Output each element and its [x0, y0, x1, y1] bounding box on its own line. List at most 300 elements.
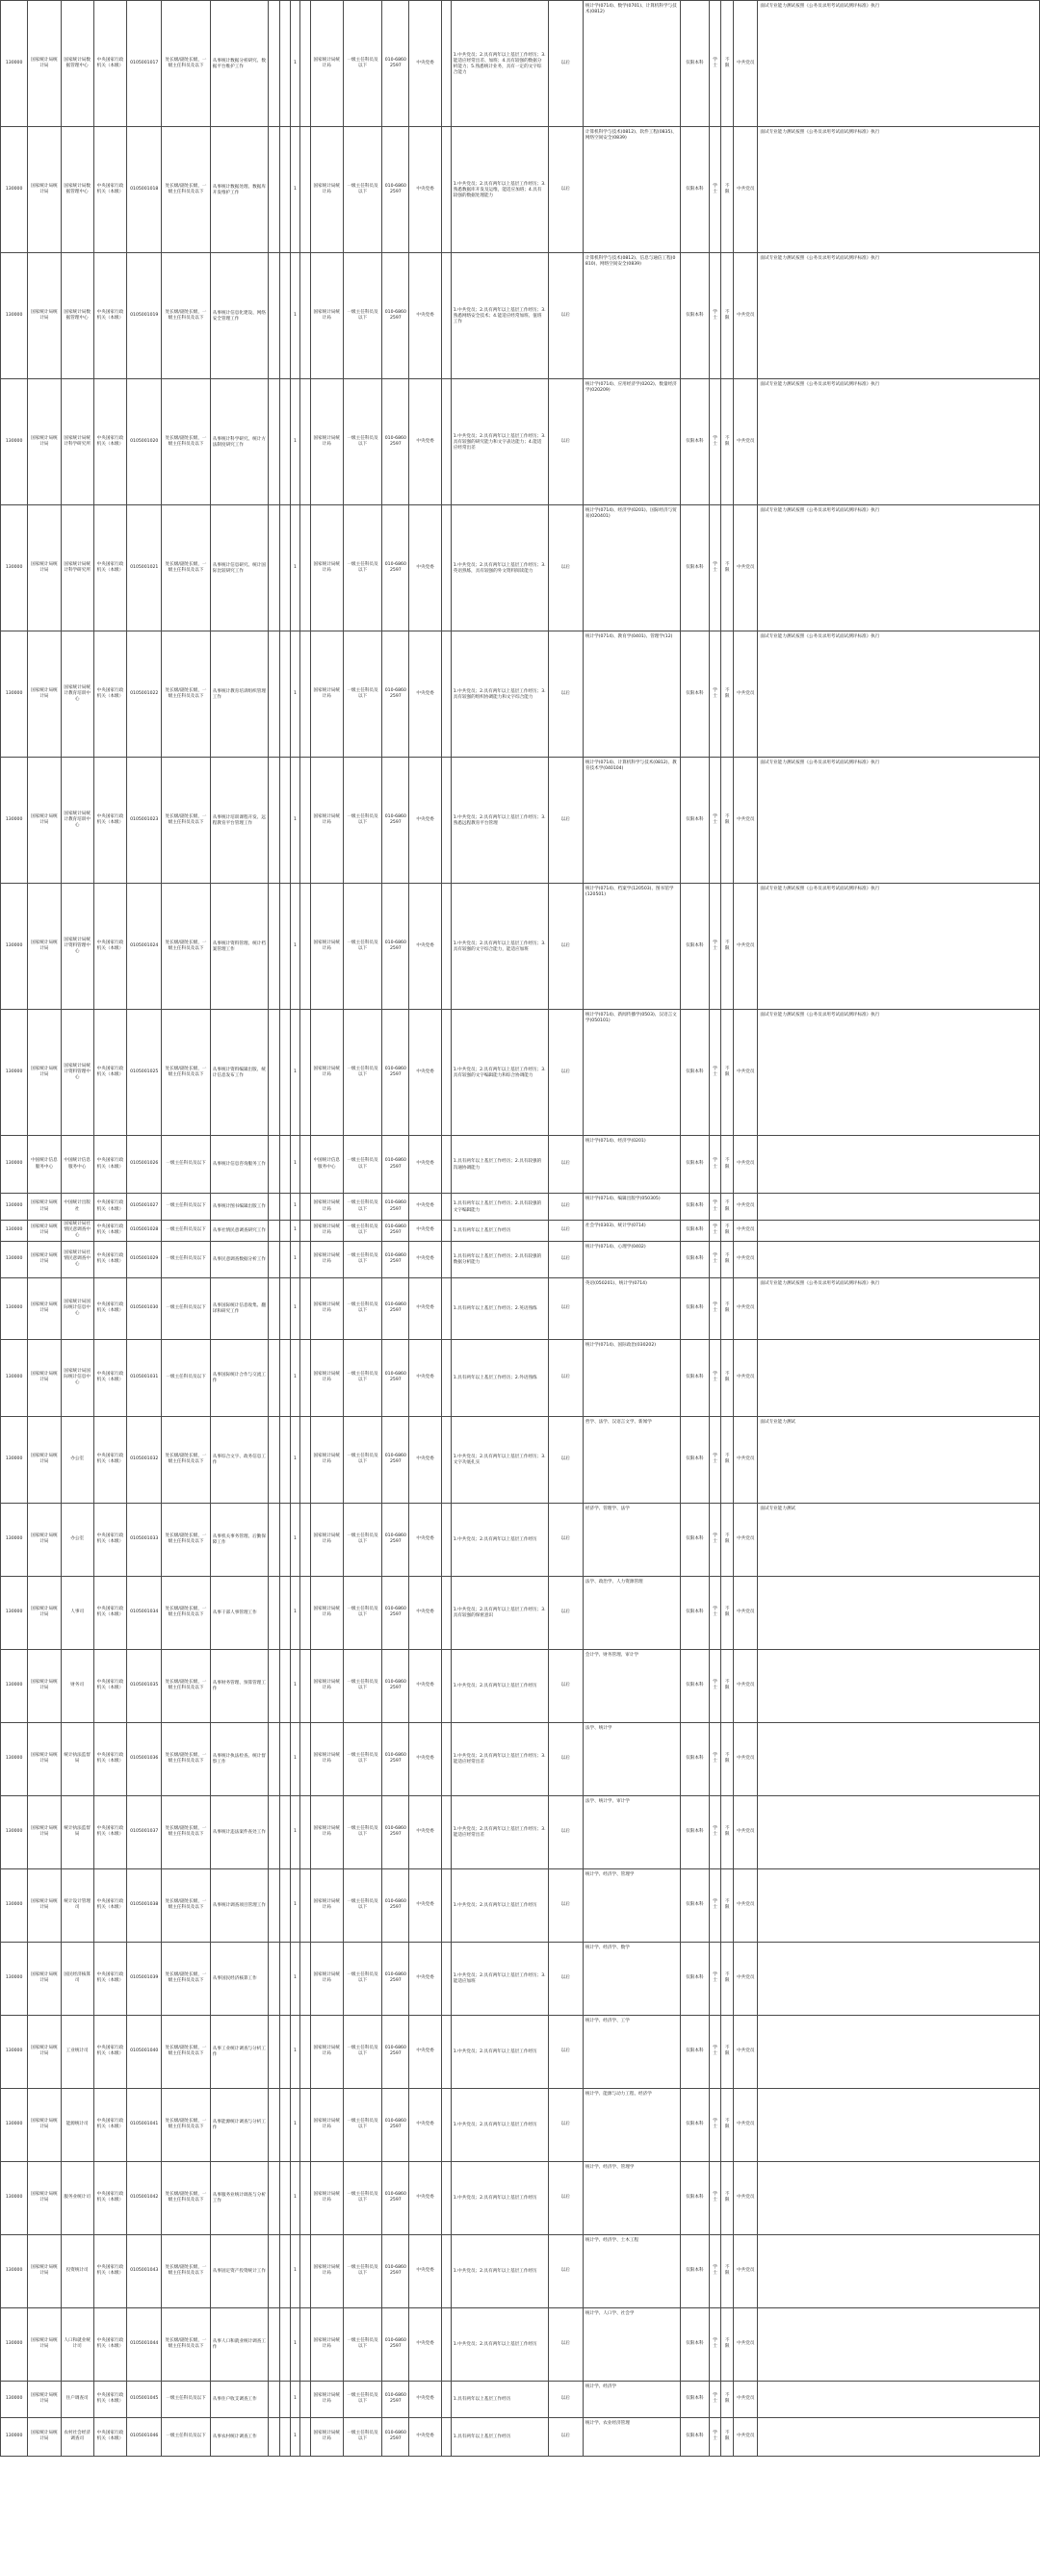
cell-position-name: 处长级/副处长级，一级主任科员及以下: [162, 1576, 210, 1649]
cell-degree: 学士: [709, 1503, 720, 1576]
cell-requirements: 1.中共党员；2.具有两年以上基层工作经历；3.能适应经常出差: [451, 1795, 548, 1868]
cell-tel: 010-68602597: [382, 1194, 409, 1221]
cell-degree: 学士: [709, 2381, 720, 2417]
cell-direction: 以后: [548, 1136, 583, 1194]
cell-major: 统计学(0714)、教育学(0401)、管理学(12): [583, 631, 680, 758]
cell-org: 国家统计局统计局: [28, 1576, 61, 1649]
cell-blank-b: [280, 1221, 291, 1242]
cell-degree: 学士: [709, 2417, 720, 2456]
cell-org-repeat: 国家统计局统计局: [310, 1649, 343, 1722]
cell-code: 130000: [1, 2015, 28, 2088]
cell-notes: 面试专业能力测试按照《公务员录用考试面试测评标准》执行: [758, 505, 1040, 631]
cell-requirements: 1.中共党员；2.具有两年以上基层工作经历: [451, 1868, 548, 1942]
cell-blank-c: [299, 253, 310, 379]
cell-level: 一级主任科员及以下: [343, 1722, 381, 1795]
cell-exam: 中央党委: [409, 1503, 441, 1576]
cell-major: 会计学、财务管理、审计学: [583, 1649, 680, 1722]
cell-blank-a: [269, 127, 280, 253]
cell-exam: 中央党委: [409, 1722, 441, 1795]
cell-politics: 不限: [721, 2307, 734, 2381]
cell-org-repeat: 国家统计局统计局: [310, 1277, 343, 1339]
cell-requirements: 1.具有两年以上基层工作经历；2.具有较强的沟通协调能力: [451, 1136, 548, 1194]
cell-duty: 从事统计培训课程开发、远程教育平台管理工作: [210, 758, 269, 884]
cell-major: 统计学(0714)、计算机科学与技术(0812)、教育技术学(040104): [583, 758, 680, 884]
cell-duty: 从事固定资产投资统计工作: [210, 2234, 269, 2307]
cell-requirements: 1.中共党员；2.具有两年以上基层工作经历；3.能适应经常出差: [451, 1722, 548, 1795]
cell-requirements: 1.具有两年以上基层工作经历；2.具有较强的数据分析能力: [451, 1241, 548, 1277]
cell-exam: 中央党委: [409, 1, 441, 127]
cell-direction: 以后: [548, 505, 583, 631]
cell-requirements: 1.中共党员；2.具有两年以上基层工作经历；3.熟悉远程教育平台管理: [451, 758, 548, 884]
cell-politics: 不限: [721, 505, 734, 631]
cell-org-repeat: 国家统计局统计局: [310, 1416, 343, 1503]
table-row: [1, 1722, 1040, 1795]
cell-org: 国家统计局统计局: [28, 127, 61, 253]
cell-exam: 中央党委: [409, 1868, 441, 1942]
cell-tel: 010-68602597: [382, 2381, 409, 2417]
cell-notes: 面试专业能力测试按照《公务员录用考试面试测评标准》执行: [758, 1, 1040, 127]
cell-education: 仅限本科: [680, 1, 709, 127]
cell-code: 130000: [1, 1795, 28, 1868]
cell-org: 国家统计局统计局: [28, 1722, 61, 1795]
cell-notes: 面试专业能力测试: [758, 1416, 1040, 1503]
cell-blank-c: [299, 1136, 310, 1194]
cell-base: 中共党员: [734, 379, 758, 505]
cell-major: 统计学、人口学、社会学: [583, 2307, 680, 2381]
cell-unit: 人口和就业统计司: [61, 2307, 93, 2381]
cell-code: 130000: [1, 2381, 28, 2417]
cell-direction: 以后: [548, 2381, 583, 2417]
cell-exam: 中央党委: [409, 1795, 441, 1868]
cell-position-code: 0105001028: [127, 1221, 162, 1242]
cell-org: 国家统计局统计局: [28, 1, 61, 127]
cell-requirements: 1.中共党员；2.具有两年以上基层工作经历；3.英语熟练，具有较强的外文资料阅读能力: [451, 505, 548, 631]
cell-org: 国家统计局统计局: [28, 631, 61, 758]
cell-politics: 不限: [721, 1576, 734, 1649]
cell-direction: 以后: [548, 127, 583, 253]
cell-direction: 以后: [548, 1649, 583, 1722]
cell-notes: [758, 1576, 1040, 1649]
cell-position-code: 0105001037: [127, 1795, 162, 1868]
cell-position-code: 0105001046: [127, 2417, 162, 2456]
cell-position-code: 0105001021: [127, 505, 162, 631]
cell-level: 一级主任科员及以下: [343, 2088, 381, 2161]
cell-notes: [758, 1795, 1040, 1868]
cell-nature: 中央国家行政机关（本级）: [93, 1503, 126, 1576]
cell-duty: 从事统计资料管理、统计档案管理工作: [210, 884, 269, 1010]
cell-base: 中共党员: [734, 1339, 758, 1416]
cell-degree: 学士: [709, 2307, 720, 2381]
cell-requirements: 1.中共党员；2.具有两年以上基层工作经历；3.具有较强的组织协调能力和文字综合能力: [451, 631, 548, 758]
cell-blank-c: [299, 1795, 310, 1868]
cell-blank-a: [269, 1503, 280, 1576]
cell-nature: 中央国家行政机关（本级）: [93, 505, 126, 631]
cell-code: 130000: [1, 758, 28, 884]
cell-duty: 从事国际统计合作与交流工作: [210, 1339, 269, 1416]
cell-exam: 中央党委: [409, 1241, 441, 1277]
cell-org-repeat: 国家统计局统计局: [310, 1576, 343, 1649]
cell-blank-b: [280, 1649, 291, 1722]
cell-count: 1: [291, 1576, 299, 1649]
table-row: [1, 631, 1040, 758]
cell-notes: 面试专业能力测试按照《公务员录用考试面试测评标准》执行: [758, 253, 1040, 379]
cell-nature: 中央国家行政机关（本级）: [93, 127, 126, 253]
cell-requirements: 1.中共党员；2.具有两年以上基层工作经历: [451, 2234, 548, 2307]
cell-position-name: 一级主任科员及以下: [162, 1194, 210, 1221]
cell-tel: 010-68602597: [382, 2307, 409, 2381]
cell-org-repeat: 国家统计局统计局: [310, 1241, 343, 1277]
cell-position-code: 0105001025: [127, 1010, 162, 1136]
cell-nature: 中央国家行政机关（本级）: [93, 884, 126, 1010]
cell-base: 中共党员: [734, 1416, 758, 1503]
cell-org-repeat: 国家统计局统计局: [310, 2417, 343, 2456]
cell-blank-a: [269, 1339, 280, 1416]
cell-unit: 财务司: [61, 1649, 93, 1722]
cell-level: 一级主任科员及以下: [343, 884, 381, 1010]
cell-blank-b: [280, 1576, 291, 1649]
cell-politics: 不限: [721, 1416, 734, 1503]
cell-blank-b: [280, 2234, 291, 2307]
cell-code: 130000: [1, 1722, 28, 1795]
cell-requirements: 1.具有两年以上基层工作经历: [451, 1221, 548, 1242]
cell-org: 国家统计局统计局: [28, 2417, 61, 2456]
cell-blank-d: [441, 884, 451, 1010]
cell-level: 一级主任科员及以下: [343, 1241, 381, 1277]
cell-base: 中共党员: [734, 2307, 758, 2381]
cell-blank-b: [280, 1136, 291, 1194]
cell-degree: 学士: [709, 2161, 720, 2234]
cell-notes: [758, 2088, 1040, 2161]
cell-blank-a: [269, 2417, 280, 2456]
cell-position-name: 处长级/副处长级，一级主任科员及以下: [162, 1, 210, 127]
cell-nature: 中央国家行政机关（本级）: [93, 1241, 126, 1277]
cell-blank-d: [441, 1503, 451, 1576]
cell-code: 130000: [1, 2234, 28, 2307]
cell-code: 130000: [1, 1649, 28, 1722]
cell-education: 仅限本科: [680, 2234, 709, 2307]
cell-nature: 中央国家行政机关（本级）: [93, 2234, 126, 2307]
cell-blank-b: [280, 1416, 291, 1503]
cell-direction: 以后: [548, 1416, 583, 1503]
cell-org-repeat: 国家统计局统计局: [310, 1194, 343, 1221]
table-row: [1, 1136, 1040, 1194]
cell-position-code: 0105001017: [127, 1, 162, 127]
cell-position-code: 0105001031: [127, 1339, 162, 1416]
cell-org-repeat: 国家统计局统计局: [310, 1942, 343, 2015]
cell-level: 一级主任科员及以下: [343, 1010, 381, 1136]
cell-blank-b: [280, 1010, 291, 1136]
cell-tel: 010-68602597: [382, 1576, 409, 1649]
cell-unit: 国家统计局数据管理中心: [61, 127, 93, 253]
cell-level: 一级主任科员及以下: [343, 2417, 381, 2456]
cell-blank-d: [441, 1722, 451, 1795]
cell-blank-c: [299, 631, 310, 758]
cell-major: 统计学(0714)、数学(0701)、计算机科学与技术(0812): [583, 1, 680, 127]
cell-blank-c: [299, 1722, 310, 1795]
cell-org-repeat: 国家统计局统计局: [310, 127, 343, 253]
cell-education: 仅限本科: [680, 2161, 709, 2234]
cell-position-code: 0105001019: [127, 253, 162, 379]
cell-count: 1: [291, 253, 299, 379]
cell-nature: 中央国家行政机关（本级）: [93, 1, 126, 127]
cell-blank-a: [269, 1010, 280, 1136]
cell-org: 国家统计局统计局: [28, 1339, 61, 1416]
cell-blank-c: [299, 1277, 310, 1339]
cell-position-name: 一级主任科员及以下: [162, 1339, 210, 1416]
cell-base: 中共党员: [734, 2234, 758, 2307]
cell-position-code: 0105001045: [127, 2381, 162, 2417]
cell-notes: [758, 1221, 1040, 1242]
cell-notes: 面试专业能力测试按照《公务员录用考试面试测评标准》执行: [758, 631, 1040, 758]
cell-code: 130000: [1, 253, 28, 379]
cell-major: 统计学(0714)、新闻传播学(0503)、汉语言文学(050101): [583, 1010, 680, 1136]
cell-blank-a: [269, 1795, 280, 1868]
cell-blank-c: [299, 1010, 310, 1136]
cell-politics: 不限: [721, 1339, 734, 1416]
cell-education: 仅限本科: [680, 1277, 709, 1339]
cell-requirements: 1.中共党员；2.具有两年以上基层工作经历: [451, 2015, 548, 2088]
table-row: [1, 1942, 1040, 2015]
cell-blank-a: [269, 1649, 280, 1722]
cell-duty: 从事能源统计调查与分析工作: [210, 2088, 269, 2161]
cell-exam: 中央党委: [409, 253, 441, 379]
cell-degree: 学士: [709, 631, 720, 758]
cell-base: 中共党员: [734, 1010, 758, 1136]
cell-major: 社会学(0303)、统计学(0714): [583, 1221, 680, 1242]
cell-position-code: 0105001040: [127, 2015, 162, 2088]
cell-blank-d: [441, 1, 451, 127]
cell-direction: 以后: [548, 2417, 583, 2456]
cell-base: 中共党员: [734, 1576, 758, 1649]
cell-blank-d: [441, 1649, 451, 1722]
cell-position-code: 0105001036: [127, 1722, 162, 1795]
cell-blank-c: [299, 2234, 310, 2307]
cell-level: 一级主任科员及以下: [343, 1221, 381, 1242]
table-row: [1, 1503, 1040, 1576]
cell-degree: 学士: [709, 1868, 720, 1942]
cell-degree: 学士: [709, 1, 720, 127]
cell-code: 130000: [1, 1942, 28, 2015]
cell-blank-d: [441, 1868, 451, 1942]
cell-requirements: 1.中共党员；2.具有两年以上基层工作经历；3.文字功底扎实: [451, 1416, 548, 1503]
cell-level: 一级主任科员及以下: [343, 1576, 381, 1649]
cell-blank-b: [280, 1868, 291, 1942]
cell-base: 中共党员: [734, 1795, 758, 1868]
cell-education: 仅限本科: [680, 1194, 709, 1221]
cell-code: 130000: [1, 631, 28, 758]
cell-duty: 从事民意调查数据分析工作: [210, 1241, 269, 1277]
cell-count: 1: [291, 884, 299, 1010]
cell-position-code: 0105001035: [127, 1649, 162, 1722]
cell-major: 英语(050201)、统计学(0714): [583, 1277, 680, 1339]
cell-blank-d: [441, 2161, 451, 2234]
cell-nature: 中央国家行政机关（本级）: [93, 2015, 126, 2088]
cell-direction: 以后: [548, 2161, 583, 2234]
cell-requirements: 1.中共党员；2.具有两年以上基层工作经历；3.具有较强的研究能力和文字表达能力；4.能适应经常出差: [451, 379, 548, 505]
cell-politics: 不限: [721, 2161, 734, 2234]
cell-level: 一级主任科员及以下: [343, 1795, 381, 1868]
cell-base: 中共党员: [734, 2088, 758, 2161]
cell-major: 法学、统计学: [583, 1722, 680, 1795]
cell-org-repeat: 国家统计局统计局: [310, 2015, 343, 2088]
cell-politics: 不限: [721, 1503, 734, 1576]
cell-notes: [758, 1339, 1040, 1416]
cell-blank-c: [299, 1503, 310, 1576]
cell-code: 130000: [1, 1503, 28, 1576]
table-row: [1, 1241, 1040, 1277]
cell-requirements: 1.中共党员；2.具有两年以上基层工作经历；3.熟悉网络安全技术；4.能适应经常加班、值班工作: [451, 253, 548, 379]
cell-unit: 国家统计局数据管理中心: [61, 253, 93, 379]
cell-education: 仅限本科: [680, 2015, 709, 2088]
cell-count: 1: [291, 1795, 299, 1868]
cell-education: 仅限本科: [680, 1221, 709, 1242]
cell-requirements: 1.具有两年以上基层工作经历: [451, 2417, 548, 2456]
cell-duty: 从事统计执法检查、统计督察工作: [210, 1722, 269, 1795]
cell-count: 1: [291, 2161, 299, 2234]
cell-org: 国家统计局统计局: [28, 2307, 61, 2381]
cell-major: 计算机科学与技术(0812)、软件工程(0835)、网络空间安全(0839): [583, 127, 680, 253]
cell-blank-b: [280, 1194, 291, 1221]
cell-position-name: 处长级/副处长级，一级主任科员及以下: [162, 379, 210, 505]
cell-exam: 中央党委: [409, 1010, 441, 1136]
cell-tel: 010-68602597: [382, 1795, 409, 1868]
table-row: [1, 884, 1040, 1010]
cell-major: 统计学(0714)、应用经济学(0202)、数量经济学(020209): [583, 379, 680, 505]
cell-politics: 不限: [721, 1241, 734, 1277]
cell-blank-d: [441, 2015, 451, 2088]
table-row: [1, 1010, 1040, 1136]
cell-duty: 从事统计信息化建设、网络安全管理工作: [210, 253, 269, 379]
cell-level: 一级主任科员及以下: [343, 505, 381, 631]
cell-position-code: 0105001026: [127, 1136, 162, 1194]
cell-degree: 学士: [709, 1649, 720, 1722]
cell-position-name: 处长级/副处长级，一级主任科员及以下: [162, 505, 210, 631]
cell-notes: 面试专业能力测试按照《公务员录用考试面试测评标准》执行: [758, 758, 1040, 884]
cell-requirements: 1.中共党员；2.具有两年以上基层工作经历: [451, 1649, 548, 1722]
cell-nature: 中央国家行政机关（本级）: [93, 1136, 126, 1194]
cell-blank-c: [299, 1221, 310, 1242]
cell-org: 国家统计局统计局: [28, 1942, 61, 2015]
table-row: [1, 1, 1040, 127]
cell-unit: 中国统计出版社: [61, 1194, 93, 1221]
cell-level: 一级主任科员及以下: [343, 1416, 381, 1503]
cell-blank-d: [441, 2381, 451, 2417]
cell-nature: 中央国家行政机关（本级）: [93, 631, 126, 758]
cell-tel: 010-68602597: [382, 1241, 409, 1277]
cell-duty: 从事统计图书编辑出版工作: [210, 1194, 269, 1221]
cell-degree: 学士: [709, 758, 720, 884]
cell-count: 1: [291, 1136, 299, 1194]
cell-education: 仅限本科: [680, 1722, 709, 1795]
cell-requirements: 1.中共党员；2.具有两年以上基层工作经历: [451, 2088, 548, 2161]
cell-politics: 不限: [721, 1722, 734, 1795]
cell-tel: 010-68602597: [382, 2417, 409, 2456]
cell-position-code: 0105001024: [127, 884, 162, 1010]
cell-code: 130000: [1, 2161, 28, 2234]
cell-blank-c: [299, 2015, 310, 2088]
cell-notes: 面试专业能力测试按照《公务员录用考试面试测评标准》执行: [758, 884, 1040, 1010]
cell-org: 国家统计局统计局: [28, 2161, 61, 2234]
cell-notes: [758, 1136, 1040, 1194]
cell-major: 统计学(0714)、心理学(0402): [583, 1241, 680, 1277]
cell-unit: 服务业统计司: [61, 2161, 93, 2234]
cell-blank-d: [441, 1942, 451, 2015]
cell-level: 一级主任科员及以下: [343, 1339, 381, 1416]
cell-blank-c: [299, 1649, 310, 1722]
cell-org-repeat: 国家统计局统计局: [310, 505, 343, 631]
cell-base: 中共党员: [734, 505, 758, 631]
cell-count: 1: [291, 2234, 299, 2307]
cell-exam: 中央党委: [409, 631, 441, 758]
cell-requirements: 1.中共党员；2.具有两年以上基层工作经历: [451, 1503, 548, 1576]
cell-org-repeat: 国家统计局统计局: [310, 631, 343, 758]
cell-org: 国家统计局统计局: [28, 1503, 61, 1576]
cell-blank-a: [269, 505, 280, 631]
cell-position-code: 0105001023: [127, 758, 162, 884]
cell-level: 一级主任科员及以下: [343, 1194, 381, 1221]
cell-position-name: 处长级/副处长级，一级主任科员及以下: [162, 127, 210, 253]
cell-duty: 从事国际统计信息收集、翻译和研究工作: [210, 1277, 269, 1339]
cell-duty: 从事工业统计调查与分析工作: [210, 2015, 269, 2088]
cell-blank-b: [280, 1, 291, 127]
cell-degree: 学士: [709, 1339, 720, 1416]
cell-unit: 工业统计司: [61, 2015, 93, 2088]
cell-code: 130000: [1, 379, 28, 505]
cell-count: 1: [291, 1277, 299, 1339]
cell-blank-a: [269, 1576, 280, 1649]
cell-degree: 学士: [709, 1010, 720, 1136]
cell-code: 130000: [1, 1, 28, 127]
cell-position-name: 处长级/副处长级，一级主任科员及以下: [162, 2234, 210, 2307]
cell-blank-d: [441, 127, 451, 253]
cell-blank-a: [269, 1, 280, 127]
cell-direction: 以后: [548, 1241, 583, 1277]
cell-duty: 从事统计数据处理、数据库开发维护工作: [210, 127, 269, 253]
cell-count: 1: [291, 758, 299, 884]
cell-level: 一级主任科员及以下: [343, 2015, 381, 2088]
cell-position-name: 处长级/副处长级，一级主任科员及以下: [162, 253, 210, 379]
cell-requirements: 1.中共党员；2.具有两年以上基层工作经历: [451, 2307, 548, 2381]
cell-duty: 从事住户收支调查工作: [210, 2381, 269, 2417]
cell-blank-b: [280, 2307, 291, 2381]
cell-politics: 不限: [721, 2015, 734, 2088]
cell-level: 一级主任科员及以下: [343, 758, 381, 884]
cell-unit: 国民经济核算司: [61, 1942, 93, 2015]
cell-duty: 从事统计科学研究、统计方法制度研究工作: [210, 379, 269, 505]
cell-major: 法学、统计学、审计学: [583, 1795, 680, 1868]
cell-blank-b: [280, 2161, 291, 2234]
cell-blank-d: [441, 2088, 451, 2161]
cell-tel: 010-68602597: [382, 253, 409, 379]
cell-blank-c: [299, 1, 310, 127]
cell-base: 中共党员: [734, 1136, 758, 1194]
cell-blank-a: [269, 1136, 280, 1194]
cell-blank-a: [269, 2307, 280, 2381]
cell-exam: 中央党委: [409, 1136, 441, 1194]
cell-direction: 以后: [548, 2015, 583, 2088]
cell-position-name: 一级主任科员及以下: [162, 2417, 210, 2456]
cell-nature: 中央国家行政机关（本级）: [93, 1795, 126, 1868]
cell-blank-a: [269, 2015, 280, 2088]
cell-blank-c: [299, 1241, 310, 1277]
cell-blank-b: [280, 1241, 291, 1277]
cell-notes: [758, 1241, 1040, 1277]
cell-duty: 从事干部人事管理工作: [210, 1576, 269, 1649]
cell-degree: 学士: [709, 1221, 720, 1242]
cell-blank-b: [280, 2417, 291, 2456]
cell-direction: 以后: [548, 1503, 583, 1576]
cell-requirements: 1.中共党员；2.具有两年以上基层工作经历；3.能适应加班: [451, 1942, 548, 2015]
